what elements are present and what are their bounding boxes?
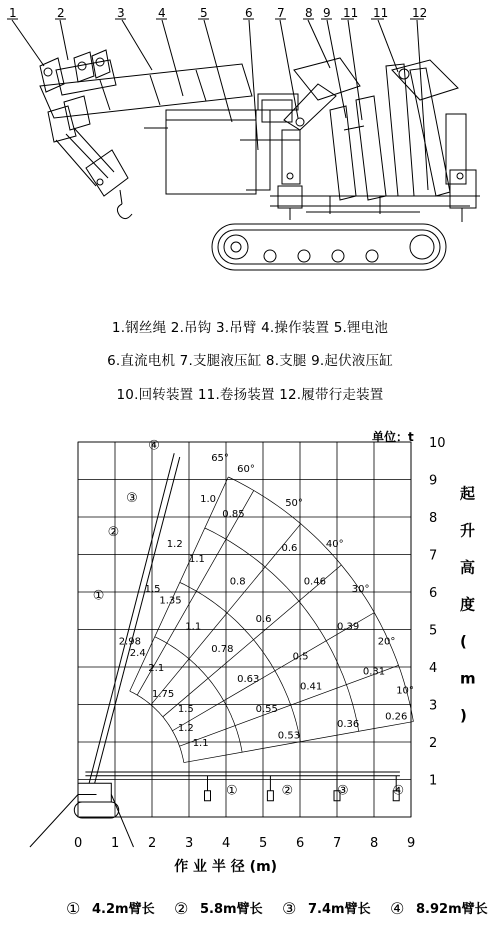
y-axis-label-char: 高 [460, 558, 476, 577]
boom-length-arc [177, 582, 301, 741]
x-tick-label: 9 [407, 836, 416, 851]
part-number-label: 4 [158, 6, 166, 20]
y-axis-label-char: 起 [460, 484, 476, 503]
load-value-label: 1.75 [152, 689, 175, 700]
part-number-label: 7 [277, 6, 285, 20]
x-axis-label: 作 业 半 径 (m) [174, 859, 278, 875]
unit-label: 单位：t [372, 430, 414, 444]
hook-block [267, 791, 273, 801]
parts-legend-line-1: 1.钢丝绳 2.吊钩 3.吊臂 4.操作装置 5.锂电池 [111, 320, 389, 336]
load-value-label: 0.6 [281, 542, 298, 554]
y-axis-label-char: m [460, 669, 476, 688]
boom-number-marker: ① [226, 783, 238, 799]
boom-legend-marker: ① [66, 899, 81, 918]
boom-head [40, 50, 110, 142]
boom-legend-text: 7.4m臂长 [308, 902, 371, 917]
boom-number-marker: ② [281, 783, 294, 799]
x-tick-label: 1 [111, 836, 120, 851]
boom-legend-text: 8.92m臂长 [416, 902, 488, 917]
part-number-label: 11 [343, 6, 359, 20]
boom-legend-text: 5.8m臂长 [200, 902, 263, 917]
load-value-label: 0.46 [303, 576, 326, 588]
load-value-label: 1.1 [192, 737, 209, 749]
load-value-label: 0.26 [385, 711, 408, 723]
part-number-label: 12 [412, 6, 428, 20]
angle-label: 10° [396, 685, 414, 697]
load-value-label: 1.1 [189, 554, 205, 565]
y-tick-label: 3 [429, 698, 438, 714]
load-value-label: 0.55 [255, 704, 278, 715]
load-value-label: 0.6 [255, 614, 272, 625]
part-number-label: 8 [305, 6, 313, 20]
load-value-label: 0.41 [300, 681, 323, 693]
load-value-label: 0.39 [337, 621, 360, 633]
load-value-label: 0.8 [229, 576, 246, 588]
x-tick-label: 3 [185, 836, 194, 851]
y-tick-label: 2 [429, 736, 438, 751]
load-value-label: 1.2 [166, 539, 183, 550]
load-value-label: 2.98 [118, 636, 141, 648]
x-tick-label: 8 [370, 836, 379, 851]
load-value-label: 2.1 [148, 662, 165, 674]
load-value-label: 1.0 [200, 494, 217, 505]
angle-label: 65° [211, 452, 229, 464]
x-tick-label: 2 [148, 836, 157, 851]
part-number-label: 6 [245, 6, 253, 20]
y-tick-label: 5 [429, 623, 438, 639]
load-chart [0, 420, 500, 938]
boom-number-marker: ③ [126, 491, 138, 506]
load-value-label: 0.53 [277, 730, 301, 742]
y-axis-label-char: ( [460, 632, 467, 651]
angle-lines [130, 477, 414, 763]
crane-side-view-drawing [0, 0, 500, 290]
load-value-label: 0.36 [337, 719, 360, 730]
angle-label: 60° [237, 464, 255, 475]
y-tick-label: 7 [429, 548, 438, 564]
load-value-label: 1.2 [177, 722, 194, 734]
y-axis-label-char: 升 [460, 521, 476, 540]
angle-label: 30° [351, 584, 370, 595]
crawler-track [212, 224, 446, 270]
boom-number-marker: ④ [148, 438, 160, 454]
boom-legend-marker: ② [174, 899, 189, 918]
parts-legend-line-2: 6.直流电机 7.支腿液压缸 8.支腿 9.起伏液压缸 [107, 353, 393, 369]
parts-legend-line-3: 10.回转装置 11.卷扬装置 12.履带行走装置 [116, 387, 384, 403]
load-value-label: 1.35 [159, 595, 182, 607]
y-axis-label-char: ) [460, 706, 467, 725]
boom-number-marker: ④ [392, 783, 405, 799]
x-tick-label: 5 [259, 836, 268, 851]
boom-legend-text: 4.2m臂长 [92, 902, 155, 917]
y-tick-label: 6 [429, 586, 438, 601]
load-value-label: 0.78 [211, 644, 234, 655]
boom-number-marker: ① [92, 588, 105, 604]
battery-box [144, 110, 256, 194]
outrigger-right [287, 60, 476, 222]
lifting-cylinder [330, 96, 386, 200]
load-value-label: 2.4 [129, 647, 146, 659]
part-number-label: 3 [117, 6, 125, 20]
y-tick-label: 4 [429, 661, 438, 676]
part-number-label: 11 [373, 6, 389, 20]
boom [40, 60, 252, 118]
hook-block [205, 791, 211, 801]
hook-assembly [56, 128, 132, 219]
load-value-label: 1.5 [177, 704, 194, 715]
load-value-label: 1.5 [144, 584, 161, 595]
load-value-label: 0.5 [292, 651, 309, 663]
y-tick-label: 9 [429, 473, 438, 489]
track-sketch [74, 802, 118, 818]
load-value-label: 0.85 [222, 509, 245, 520]
load-value-label: 0.63 [237, 674, 260, 685]
y-tick-label: 1 [429, 773, 438, 789]
x-tick-label: 6 [296, 836, 305, 851]
angle-label: 20° [377, 636, 396, 648]
boom-legend-marker: ④ [390, 899, 405, 918]
y-tick-label: 10 [429, 436, 446, 451]
part-number-label: 9 [323, 6, 331, 20]
load-value-label: 1.1 [185, 621, 202, 633]
y-tick-label: 8 [429, 511, 438, 526]
load-value-label: 0.31 [362, 666, 386, 678]
boom-number-marker: ② [107, 524, 120, 540]
part-number-label: 1 [9, 6, 17, 20]
angle-label: 50° [285, 497, 303, 509]
boom-legend-marker: ③ [282, 899, 297, 918]
boom-number-marker: ③ [337, 783, 349, 799]
x-tick-label: 0 [74, 836, 83, 851]
part-number-label: 5 [200, 6, 208, 20]
part-number-label: 2 [57, 6, 65, 20]
turret-motor [240, 100, 300, 190]
body-sketch [78, 783, 111, 802]
y-axis-label-char: 度 [460, 595, 476, 614]
boom-length-arc [130, 691, 184, 763]
x-tick-label: 7 [333, 836, 342, 851]
angle-label: 40° [325, 539, 344, 550]
x-tick-label: 4 [222, 836, 231, 851]
